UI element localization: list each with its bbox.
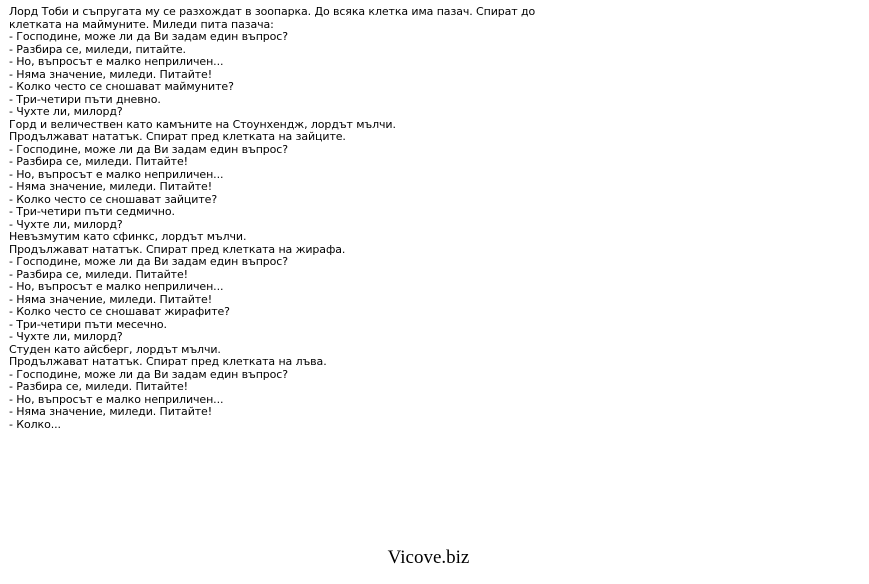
joke-line: Продължават нататък. Спират пред клетката на зайците. [9,130,346,143]
joke-line: - Три-четири пъти дневно. [9,92,161,106]
joke-line: Невъзмутим като сфинкс, лордът мълчи. [9,230,247,243]
joke-line: - Господине, може ли да Ви задам един въпрос? [9,255,288,268]
joke-line: - Колко често се сношават жирафите? [9,305,230,318]
joke-line: - Три-четири пъти седмично. [9,205,175,218]
joke-line: - Колко често се сношават маймуните? [9,80,234,93]
joke-line: - Колко... [9,417,61,431]
joke-line: - Няма значение, миледи. Питайте! [9,67,213,81]
joke-line: - Чухте ли, милорд? [9,330,123,343]
joke-line: - Разбира се, миледи. Питайте! [9,155,188,168]
joke-line: Студен като айсберг, лордът мълчи. [9,342,221,356]
joke-line: - Разбира се, миледи. Питайте! [9,267,188,281]
joke-line: - Господине, може ли да Ви задам един въпрос? [9,30,288,43]
joke-line: - Три-четири пъти месечно. [9,317,167,331]
joke-line: - Но, въпросът е малко неприличен... [9,55,224,68]
joke-text [9,6,549,431]
site-watermark: Vicove.biz [387,547,470,568]
joke-line: - Чухте ли, милорд? [9,105,123,118]
joke-line: - Но, въпросът е малко неприличен... [9,280,224,293]
joke-line: Продължават нататък. Спират пред клетката на лъва. [9,355,327,368]
joke-line: - Господине, може ли да Ви задам един въпрос? [9,142,288,156]
joke-line: - Няма значение, миледи. Питайте! [9,180,213,193]
joke-line: Продължават нататък. Спират пред клетката на жирафа. [9,242,346,256]
joke-line: - Господине, може ли да Ви задам един въпрос? [9,367,288,381]
joke-line: - Няма значение, миледи. Питайте! [9,292,213,306]
joke-line: - Чухте ли, милорд? [9,217,123,231]
joke-line: - Няма значение, миледи. Питайте! [9,405,213,418]
joke-line: - Разбира се, миледи, питайте. [9,42,186,56]
joke-line: - Но, въпросът е малко неприличен... [9,167,224,181]
joke-line: - Но, въпросът е малко неприличен... [9,392,224,406]
joke-line: - Колко често се сношават зайците? [9,192,218,206]
joke-line: Лорд Тоби и съпругата му се разхождат в зоопарка. До всяка клетка има пазач. Спират до клетката на маймуните. Миледи пита пазача: [9,5,539,31]
joke-line: - Разбира се, миледи. Питайте! [9,380,188,393]
joke-line: Горд и величествен като камъните на Стоунхендж, лордът мълчи. [9,117,396,131]
